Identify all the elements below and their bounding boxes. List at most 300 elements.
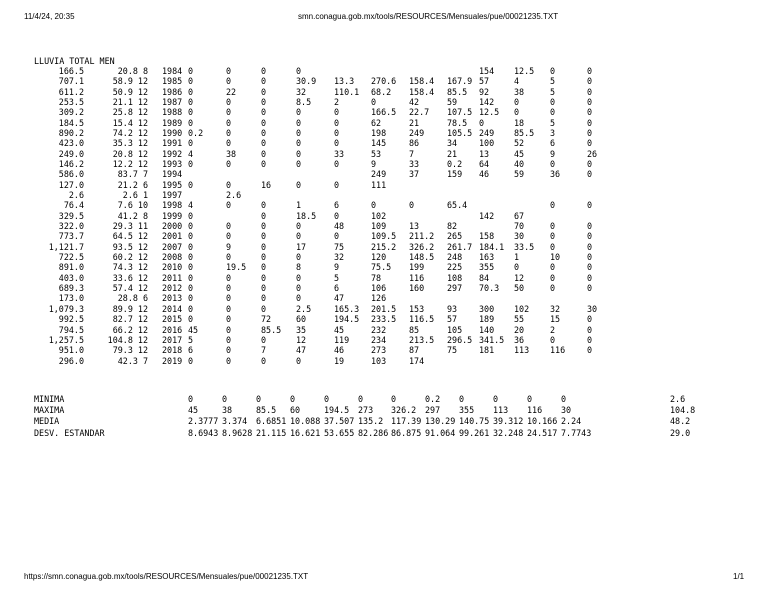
table-cell: 142 bbox=[479, 210, 495, 221]
table-cell: 0 bbox=[296, 179, 302, 190]
table-cell: 951.0 bbox=[58, 345, 84, 356]
table-cell: 30 bbox=[587, 303, 598, 314]
report-title: LLUVIA TOTAL MEN bbox=[34, 56, 115, 66]
table-cell: 158.4 bbox=[409, 76, 435, 87]
table-cell: 0 bbox=[587, 334, 593, 345]
statistic-value: 10.166 bbox=[527, 416, 558, 427]
table-cell: 85.5 bbox=[261, 324, 282, 335]
table-cell: 6 bbox=[550, 138, 556, 149]
statistic-value: 86.875 bbox=[391, 427, 422, 438]
statistic-value: 39.312 bbox=[493, 416, 524, 427]
year-cell: 1987 bbox=[162, 97, 183, 108]
table-cell: 2.6 bbox=[68, 190, 84, 201]
table-cell: 0 bbox=[226, 200, 232, 211]
year-cell: 1997 bbox=[162, 190, 183, 201]
table-cell: 0 bbox=[261, 76, 267, 87]
table-cell: 0 bbox=[188, 210, 194, 221]
table-cell: 0 bbox=[479, 117, 485, 128]
table-cell: 67 bbox=[514, 210, 525, 221]
table-cell: 57 bbox=[447, 314, 458, 325]
table-cell: 20.8 8 bbox=[117, 66, 148, 76]
year-cell: 2012 bbox=[162, 283, 183, 294]
table-cell: 0 bbox=[226, 272, 232, 283]
table-cell: 57.4 12 bbox=[112, 283, 148, 294]
table-cell: 25.8 12 bbox=[112, 107, 148, 118]
table-cell: 40 bbox=[514, 159, 525, 170]
table-cell: 0 bbox=[188, 272, 194, 283]
table-cell: 213.5 bbox=[409, 334, 435, 345]
table-cell: 32 bbox=[334, 252, 345, 263]
table-cell: 0 bbox=[226, 138, 232, 149]
statistic-value: 8.6943 bbox=[188, 427, 219, 438]
table-cell: 75 bbox=[447, 345, 458, 356]
table-cell: 992.5 bbox=[58, 314, 84, 325]
table-cell: 891.0 bbox=[58, 262, 84, 273]
statistic-value: 45 bbox=[188, 405, 199, 416]
table-cell: 0 bbox=[261, 231, 267, 242]
statistic-value: 32.248 bbox=[493, 427, 524, 438]
table-cell: 0 bbox=[261, 355, 267, 366]
table-cell: 0 bbox=[587, 283, 593, 294]
table-cell: 189 bbox=[479, 314, 495, 325]
statistic-value: 21.115 bbox=[256, 427, 287, 438]
table-cell: 146.2 bbox=[58, 159, 84, 170]
table-cell: 104.8 12 bbox=[107, 334, 148, 345]
table-cell: 0 bbox=[550, 283, 556, 294]
table-cell: 249 bbox=[409, 128, 425, 139]
table-cell: 116 bbox=[409, 272, 425, 283]
table-cell: 0 bbox=[334, 138, 340, 149]
table-cell: 35 bbox=[296, 324, 307, 335]
statistic-value: 24.517 bbox=[527, 427, 558, 438]
table-cell: 45 bbox=[334, 324, 345, 335]
table-cell: 0 bbox=[188, 179, 194, 190]
statistic-value: 273 bbox=[358, 405, 374, 416]
table-cell: 0 bbox=[296, 293, 302, 304]
statistic-value: 2.24 bbox=[561, 416, 582, 427]
table-cell: 297 bbox=[447, 283, 463, 294]
table-cell: 34 bbox=[447, 138, 458, 149]
table-cell: 89.9 12 bbox=[112, 303, 148, 314]
table-cell: 0 bbox=[188, 252, 194, 263]
table-cell: 0 bbox=[261, 86, 267, 97]
year-cell: 2008 bbox=[162, 252, 183, 263]
statistic-value: 104.8 bbox=[670, 405, 696, 416]
table-cell: 48 bbox=[334, 221, 345, 232]
year-cell: 1984 bbox=[162, 66, 183, 76]
table-cell: 0 bbox=[261, 283, 267, 294]
table-cell: 0 bbox=[550, 272, 556, 283]
table-cell: 0 bbox=[587, 76, 593, 87]
table-cell: 722.5 bbox=[58, 252, 84, 263]
statistic-value: 297 bbox=[425, 405, 441, 416]
table-cell: 0 bbox=[188, 76, 194, 87]
table-cell: 84 bbox=[479, 272, 490, 283]
table-cell: 0 bbox=[550, 334, 556, 345]
table-cell: 0 bbox=[550, 262, 556, 273]
table-cell: 0 bbox=[188, 66, 194, 76]
table-cell: 0 bbox=[226, 231, 232, 242]
table-cell: 6 bbox=[188, 345, 194, 356]
table-cell: 0 bbox=[261, 334, 267, 345]
table-cell: 0 bbox=[188, 107, 194, 118]
table-cell: 0 bbox=[261, 221, 267, 232]
table-cell: 26 bbox=[587, 148, 598, 159]
statistic-value: 37.507 bbox=[324, 416, 355, 427]
table-cell: 2.6 bbox=[226, 190, 242, 201]
statistic-value: 48.2 bbox=[670, 416, 691, 427]
table-cell: 64 bbox=[479, 159, 490, 170]
table-cell: 0 bbox=[587, 231, 593, 242]
table-cell: 0 bbox=[296, 159, 302, 170]
table-cell: 7.6 10 bbox=[117, 200, 148, 211]
table-cell: 0 bbox=[226, 345, 232, 356]
statistic-value: 91.064 bbox=[425, 427, 456, 438]
table-cell: 5 bbox=[550, 76, 556, 87]
table-cell: 0 bbox=[587, 252, 593, 263]
table-cell: 7 bbox=[409, 148, 415, 159]
year-cell: 2017 bbox=[162, 334, 183, 345]
year-cell: 2007 bbox=[162, 241, 183, 252]
table-cell: 142 bbox=[479, 97, 495, 108]
table-cell: 0 bbox=[550, 231, 556, 242]
year-cell: 1995 bbox=[162, 179, 183, 190]
table-cell: 0 bbox=[261, 128, 267, 139]
table-cell: 116.5 bbox=[409, 314, 435, 325]
statistic-value: 29.0 bbox=[670, 427, 691, 438]
table-cell: 5 bbox=[334, 272, 340, 283]
table-cell: 1,257.5 bbox=[48, 334, 84, 345]
table-cell: 38 bbox=[226, 148, 237, 159]
table-cell: 0 bbox=[334, 128, 340, 139]
table-cell: 17 bbox=[296, 241, 307, 252]
year-cell: 2013 bbox=[162, 293, 183, 304]
table-cell: 158.4 bbox=[409, 86, 435, 97]
table-cell: 0 bbox=[296, 231, 302, 242]
table-cell: 30.9 bbox=[296, 76, 317, 87]
statistic-label: MEDIA bbox=[34, 416, 60, 427]
year-cell: 1985 bbox=[162, 76, 183, 87]
table-cell: 309.2 bbox=[58, 107, 84, 118]
year-cell: 1993 bbox=[162, 159, 183, 170]
table-cell: 5 bbox=[550, 117, 556, 128]
table-cell: 59 bbox=[447, 97, 458, 108]
statistic-value: 10.088 bbox=[290, 416, 321, 427]
table-cell: 0 bbox=[296, 252, 302, 263]
table-cell: 66.2 12 bbox=[112, 324, 148, 335]
table-cell: 4 bbox=[188, 200, 194, 211]
table-cell: 0 bbox=[226, 334, 232, 345]
table-cell: 0 bbox=[587, 200, 593, 211]
table-cell: 53 bbox=[371, 148, 382, 159]
table-cell: 7 bbox=[261, 345, 267, 356]
table-cell: 108 bbox=[447, 272, 463, 283]
table-cell: 0 bbox=[261, 252, 267, 263]
table-cell: 0 bbox=[334, 210, 340, 221]
statistic-value: 16.621 bbox=[290, 427, 321, 438]
statistic-value: 99.261 bbox=[459, 427, 490, 438]
table-cell: 322.0 bbox=[58, 221, 84, 232]
statistic-value: 326.2 bbox=[391, 405, 417, 416]
table-cell: 0 bbox=[587, 86, 593, 97]
table-cell: 0 bbox=[296, 107, 302, 118]
table-cell: 29.3 11 bbox=[112, 221, 148, 232]
print-footer-url: https://smn.conagua.gob.mx/tools/RESOURCES/Mensuales/pue/00021235.TXT bbox=[24, 572, 309, 581]
table-cell: 0 bbox=[261, 66, 267, 76]
table-cell: 19 bbox=[334, 355, 345, 366]
table-cell: 21.1 12 bbox=[112, 97, 148, 108]
table-cell: 0 bbox=[550, 200, 556, 211]
table-cell: 50.9 12 bbox=[112, 86, 148, 97]
table-cell: 0.2 bbox=[188, 128, 204, 139]
table-cell: 0 bbox=[226, 179, 232, 190]
table-cell: 36 bbox=[550, 169, 561, 180]
table-cell: 249.0 bbox=[58, 148, 84, 159]
year-cell: 1992 bbox=[162, 148, 183, 159]
table-cell: 9 bbox=[334, 262, 340, 273]
table-cell: 65.4 bbox=[447, 200, 468, 211]
page-number: 1/1 bbox=[733, 572, 745, 581]
table-cell: 329.5 bbox=[58, 210, 84, 221]
table-cell: 109 bbox=[371, 221, 387, 232]
table-cell: 111 bbox=[371, 179, 387, 190]
table-cell: 93.5 12 bbox=[112, 241, 148, 252]
table-cell: 153 bbox=[409, 303, 425, 314]
table-cell: 0 bbox=[587, 66, 593, 76]
table-cell: 0 bbox=[296, 148, 302, 159]
table-cell: 2.5 bbox=[296, 303, 312, 314]
table-cell: 87 bbox=[409, 345, 420, 356]
table-cell: 6 bbox=[334, 200, 340, 211]
statistic-value: 7.7743 bbox=[561, 427, 592, 438]
statistic-value: 113 bbox=[493, 405, 509, 416]
table-cell: 47 bbox=[296, 345, 307, 356]
statistic-label: DESV. ESTANDAR bbox=[34, 427, 105, 438]
table-cell: 181 bbox=[479, 345, 495, 356]
table-cell: 4 bbox=[188, 148, 194, 159]
statistic-value: 140.75 bbox=[459, 416, 490, 427]
table-cell: 1,121.7 bbox=[48, 241, 84, 252]
table-cell: 423.0 bbox=[58, 138, 84, 149]
table-cell: 100 bbox=[479, 138, 495, 149]
table-cell: 0 bbox=[550, 221, 556, 232]
table-cell: 773.7 bbox=[58, 231, 84, 242]
table-cell: 8.5 bbox=[296, 97, 312, 108]
table-cell: 145 bbox=[371, 138, 387, 149]
table-cell: 689.3 bbox=[58, 283, 84, 294]
table-cell: 0 bbox=[334, 231, 340, 242]
table-cell: 0 bbox=[587, 138, 593, 149]
year-cell: 2011 bbox=[162, 272, 183, 283]
table-cell: 0 bbox=[296, 221, 302, 232]
table-cell: 42.3 7 bbox=[117, 355, 148, 366]
table-cell: 72 bbox=[261, 314, 272, 325]
table-cell: 60.2 12 bbox=[112, 252, 148, 263]
table-cell: 0 bbox=[188, 138, 194, 149]
table-cell: 0 bbox=[296, 272, 302, 283]
table-cell: 0 bbox=[587, 241, 593, 252]
table-cell: 0 bbox=[188, 262, 194, 273]
table-cell: 148.5 bbox=[409, 252, 435, 263]
table-cell: 0 bbox=[296, 355, 302, 366]
year-cell: 1991 bbox=[162, 138, 183, 149]
table-cell: 158 bbox=[479, 231, 495, 242]
table-cell: 35.3 12 bbox=[112, 138, 148, 149]
table-cell: 0 bbox=[587, 159, 593, 170]
table-cell: 225 bbox=[447, 262, 463, 273]
table-cell: 12 bbox=[514, 272, 525, 283]
table-cell: 74.3 12 bbox=[112, 262, 148, 273]
table-cell: 0 bbox=[296, 66, 302, 76]
table-cell: 15.4 12 bbox=[112, 117, 148, 128]
table-cell: 20 bbox=[514, 324, 525, 335]
year-cell: 2010 bbox=[162, 262, 183, 273]
table-cell: 165.3 bbox=[334, 303, 360, 314]
table-cell: 0 bbox=[188, 314, 194, 325]
table-cell: 0 bbox=[550, 66, 556, 76]
table-cell: 0 bbox=[587, 221, 593, 232]
table-cell: 76.4 bbox=[63, 200, 84, 211]
table-cell: 21.2 6 bbox=[117, 179, 148, 190]
table-cell: 37 bbox=[409, 169, 420, 180]
table-cell: 0 bbox=[261, 272, 267, 283]
table-cell: 52 bbox=[514, 138, 525, 149]
table-cell: 0 bbox=[226, 66, 232, 76]
table-cell: 33 bbox=[334, 148, 345, 159]
table-cell: 1,079.3 bbox=[48, 303, 84, 314]
table-cell: 5 bbox=[188, 334, 194, 345]
table-cell: 0 bbox=[261, 293, 267, 304]
table-cell: 2 bbox=[334, 97, 340, 108]
table-cell: 9 bbox=[226, 241, 232, 252]
table-cell: 0 bbox=[188, 355, 194, 366]
table-cell: 154 bbox=[479, 66, 495, 76]
table-cell: 45 bbox=[514, 148, 525, 159]
table-cell: 1 bbox=[296, 200, 302, 211]
table-cell: 0 bbox=[296, 128, 302, 139]
table-cell: 273 bbox=[371, 345, 387, 356]
table-cell: 103 bbox=[371, 355, 387, 366]
table-cell: 296.5 bbox=[447, 334, 473, 345]
table-cell: 249 bbox=[479, 128, 495, 139]
year-cell: 2015 bbox=[162, 314, 183, 325]
table-cell: 62 bbox=[371, 117, 382, 128]
table-cell: 33.6 12 bbox=[112, 272, 148, 283]
table-cell: 0 bbox=[188, 159, 194, 170]
table-cell: 0 bbox=[371, 97, 377, 108]
table-cell: 6 bbox=[334, 283, 340, 294]
table-cell: 16 bbox=[261, 179, 272, 190]
statistic-value: 6.6851 bbox=[256, 416, 287, 427]
table-cell: 79.3 12 bbox=[112, 345, 148, 356]
table-cell: 0 bbox=[188, 117, 194, 128]
table-cell: 0 bbox=[226, 221, 232, 232]
statistic-label: MAXIMA bbox=[34, 405, 65, 416]
table-cell: 184.1 bbox=[479, 241, 505, 252]
table-cell: 0 bbox=[587, 345, 593, 356]
table-cell: 86 bbox=[409, 138, 420, 149]
table-cell: 15 bbox=[550, 314, 561, 325]
table-cell: 0 bbox=[587, 324, 593, 335]
statistic-value: 0 bbox=[493, 394, 499, 404]
table-cell: 30 bbox=[514, 231, 525, 242]
table-cell: 0 bbox=[296, 283, 302, 294]
table-cell: 0 bbox=[550, 97, 556, 108]
table-cell: 0 bbox=[587, 314, 593, 325]
table-cell: 173.0 bbox=[58, 293, 84, 304]
table-cell: 18 bbox=[514, 117, 525, 128]
table-cell: 0 bbox=[550, 159, 556, 170]
table-cell: 59 bbox=[514, 169, 525, 180]
table-cell: 85.5 bbox=[447, 86, 468, 97]
table-cell: 106 bbox=[371, 283, 387, 294]
table-cell: 0 bbox=[261, 241, 267, 252]
table-cell: 0 bbox=[188, 241, 194, 252]
table-cell: 78.5 bbox=[447, 117, 468, 128]
table-cell: 12 bbox=[296, 334, 307, 345]
table-cell: 0 bbox=[261, 138, 267, 149]
table-cell: 126 bbox=[371, 293, 387, 304]
table-cell: 10 bbox=[550, 252, 561, 263]
table-cell: 199 bbox=[409, 262, 425, 273]
table-cell: 1 bbox=[514, 252, 520, 263]
table-cell: 4 bbox=[514, 76, 520, 87]
print-datetime: 11/4/24, 20:35 bbox=[24, 12, 75, 21]
table-cell: 0 bbox=[261, 210, 267, 221]
table-cell: 109.5 bbox=[371, 231, 397, 242]
table-cell: 0 bbox=[587, 128, 593, 139]
table-cell: 0 bbox=[261, 148, 267, 159]
table-cell: 201.5 bbox=[371, 303, 397, 314]
table-cell: 0 bbox=[226, 314, 232, 325]
table-cell: 586.0 bbox=[58, 169, 84, 180]
table-cell: 0 bbox=[514, 262, 520, 273]
table-cell: 215.2 bbox=[371, 241, 397, 252]
table-cell: 0 bbox=[587, 97, 593, 108]
table-cell: 38 bbox=[514, 86, 525, 97]
table-cell: 167.9 bbox=[447, 76, 473, 87]
table-cell: 45 bbox=[188, 324, 199, 335]
table-cell: 0 bbox=[188, 231, 194, 242]
table-cell: 0 bbox=[334, 179, 340, 190]
table-cell: 20.8 12 bbox=[112, 148, 148, 159]
table-cell: 102 bbox=[514, 303, 530, 314]
statistic-value: 60 bbox=[290, 405, 301, 416]
table-cell: 60 bbox=[296, 314, 307, 325]
table-cell: 890.2 bbox=[58, 128, 84, 139]
table-cell: 75 bbox=[334, 241, 345, 252]
table-cell: 0 bbox=[226, 107, 232, 118]
table-cell: 163 bbox=[479, 252, 495, 263]
table-cell: 28.8 6 bbox=[117, 293, 148, 304]
table-cell: 105 bbox=[447, 324, 463, 335]
table-cell: 70.3 bbox=[479, 283, 500, 294]
year-cell: 2018 bbox=[162, 345, 183, 356]
print-header-url: smn.conagua.gob.mx/tools/RESOURCES/Mensuales/pue/00021235.TXT bbox=[298, 12, 559, 21]
statistic-value: 116 bbox=[527, 405, 543, 416]
table-cell: 0 bbox=[334, 107, 340, 118]
table-cell: 57 bbox=[479, 76, 490, 87]
table-cell: 8 bbox=[296, 262, 302, 273]
table-cell: 93 bbox=[447, 303, 458, 314]
table-cell: 102 bbox=[371, 210, 387, 221]
table-cell: 105.5 bbox=[447, 128, 473, 139]
year-cell: 1999 bbox=[162, 210, 183, 221]
table-cell: 0 bbox=[587, 117, 593, 128]
table-cell: 0 bbox=[261, 262, 267, 273]
statistic-value: 0 bbox=[256, 394, 262, 404]
table-cell: 13 bbox=[479, 148, 490, 159]
